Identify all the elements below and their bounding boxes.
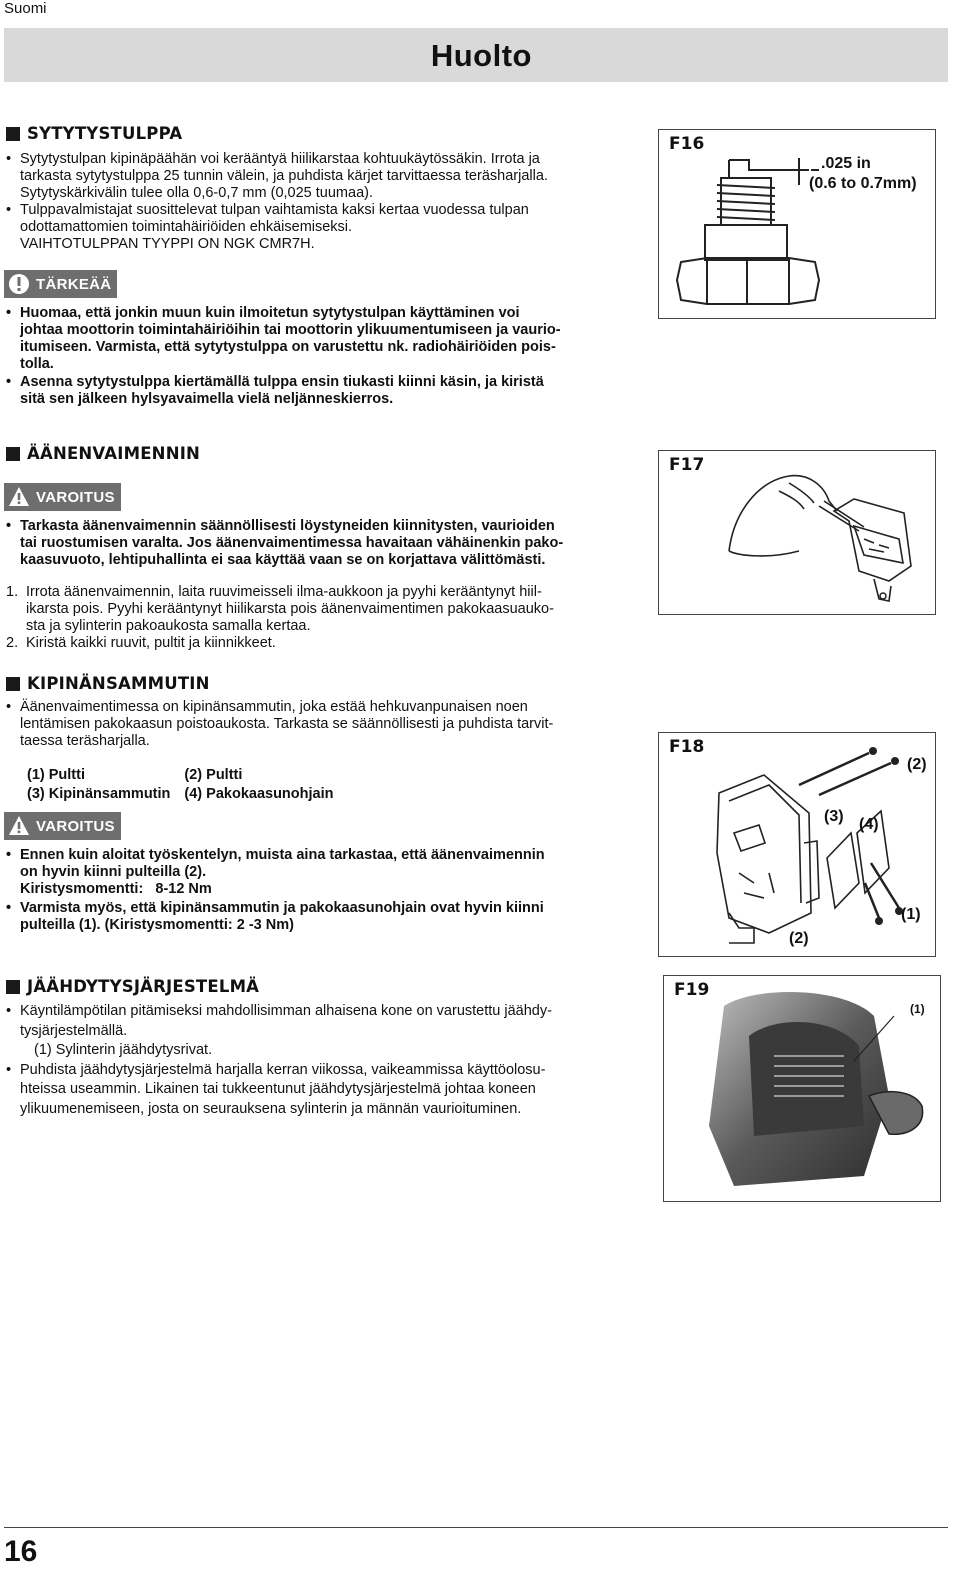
figure-f18: [658, 732, 936, 957]
page-title: Huolto: [430, 38, 532, 73]
exclamation-circle-icon: [8, 273, 30, 295]
warning-triangle-icon: [8, 486, 30, 508]
sub-item: (1) Sylinterin jäähdytysrivat.: [34, 1042, 213, 1058]
muffler-warning-text: [6, 518, 606, 569]
list-item: • Puhdista jäähdytysjärjestelmä harjalla kerran viikossa, vaikeammissa käyttöolosu- hteissa useammin. Likainen tai tukkeentunut jäähdytysjärjestelmä johtaa koneen ylikuumenemiseen, josta on seurauksena sylinterin ja männän vaurioituminen.: [6, 1061, 606, 1120]
section-heading-muffler: [6, 445, 200, 462]
muffler-steps: [6, 584, 606, 652]
warning-badge: [4, 483, 121, 511]
torque-line: Kiristysmomentti: 8-12 Nm: [20, 881, 212, 897]
warning-triangle-icon: [8, 815, 30, 837]
list-item: • Asenna sytytystulppa kiertämällä tulppa ensin tiukasti kiinni käsin, ja kiristä sitä sen jälkeen hylsyavaimella vielä neljänneskierros.: [6, 374, 606, 408]
heading-text: ÄÄNENVAIMENNIN: [27, 444, 201, 463]
cooling-system-photo: [664, 976, 942, 1203]
section-heading-spark-plug: [6, 125, 182, 142]
list-item: • Tulppavalmistajat suosittelevat tulpan vaihtamista kaksi kertaa vuodessa tulpan odottamattomien toimintahäiriöiden ehkäisemiseksi. VAIHTOTULPPAN TYYPPI ON NGK CMR7H.: [6, 202, 606, 253]
callout-3: (3): [824, 808, 844, 825]
title-bar: [4, 28, 948, 82]
figure-label: F19: [674, 980, 710, 1000]
figure-f19: [663, 975, 941, 1202]
figure-f17: [658, 450, 936, 615]
section-square-icon: [6, 677, 20, 691]
section-square-icon: [6, 127, 20, 141]
section-heading-cooling: [6, 978, 259, 995]
figure-label: F18: [669, 737, 705, 757]
parts-legend: [25, 765, 347, 805]
footer-divider: [4, 1527, 948, 1528]
list-item: • Käyntilämpötilan pitämiseksi mahdollisimman alhaisena kone on varustettu jäähdy- tysjärjestelmällä.: [6, 1002, 606, 1041]
notice-badge: [4, 270, 117, 298]
figure-f16: [658, 129, 936, 319]
callout-4: (4): [859, 816, 879, 833]
warning-label: VAROITUS: [36, 488, 115, 506]
muffler-exploded-illustration: [659, 733, 937, 958]
cooling-text: [6, 1002, 606, 1119]
heading-text: SYTYTYSTULPPA: [27, 124, 183, 143]
section-heading-spark-arrestor: [6, 675, 210, 692]
warning-label: VAROITUS: [36, 817, 115, 835]
gap-mm-label: (0.6 to 0.7mm): [809, 175, 917, 192]
figure-label: F17: [669, 455, 705, 475]
spark-plug-text: [6, 151, 606, 253]
callout-1: (1): [910, 1002, 925, 1016]
list-item: 2. Kiristä kaikki ruuvit, pultit ja kiinnikkeet.: [6, 635, 276, 651]
list-item: • Äänenvaimentimessa on kipinänsammutin, joka estää hehkuvanpunaisen noen lentämisen pakokaasun poistoaukosta. Tarkasta se säännöllisesti ja puhdista tarvit- taessa teräsharjalla.: [6, 699, 606, 750]
heading-text: JÄÄHDYTYSJÄRJESTELMÄ: [27, 977, 260, 996]
callout-1: (1): [901, 906, 921, 923]
list-item: 1. Irrota äänenvaimennin, laita ruuvimeisseli ilma-aukkoon ja pyyhi kerääntynyt hiil- ikarsta pois. Pyyhi kerääntynyt hiilikarsta pois äänenvaimentimen pakokaasuauko- sta ja sylinterin pakoaukosta samalla kertaa.: [6, 584, 554, 634]
figure-label: F16: [669, 134, 705, 154]
warning-badge: [4, 812, 121, 840]
spark-arrestor-text: [6, 699, 606, 750]
notice-text: [6, 305, 606, 408]
muffler-cleaning-illustration: [659, 451, 937, 616]
heading-text: KIPINÄNSAMMUTIN: [27, 674, 210, 693]
gap-in-label: .025 in: [821, 155, 871, 172]
notice-label: TÄRKEÄÄ: [36, 275, 112, 293]
section-square-icon: [6, 447, 20, 461]
table-row: (1) Pultti (2) Pultti: [27, 767, 243, 783]
callout-2-bottom: (2): [789, 930, 809, 947]
table-row: (3) Kipinänsammutin (4) Pakokaasunohjain: [27, 786, 334, 802]
page-number: 16: [4, 1535, 38, 1568]
list-item: • Sytytystulpan kipinäpäähän voi kerääntyä hiilikarstaa kohtuukäytössäkin. Irrota ja tarkasta sytytystulppa 25 tunnin välein, ja puhdista kärjet tarvittaessa teräsharjalla. Sytytyskärkivälin tulee olla 0,6-0,7 mm (0,025 tuumaa).: [6, 151, 606, 202]
list-item: • Varmista myös, että kipinänsammutin ja pakokaasunohjain ovat hyvin kiinni pulteilla (1). (Kiristysmomentti: 2 -3 Nm): [6, 900, 606, 934]
callout-2-top: (2): [907, 756, 927, 773]
spark-arrestor-warning-text: [6, 847, 606, 934]
list-item: • Ennen kuin aloitat työskentelyn, muista aina tarkastaa, että äänenvaimennin on hyvin kiinni pulteilla (2). Kiristysmomentti: 8-12 Nm: [6, 847, 606, 898]
section-square-icon: [6, 980, 20, 994]
list-item: • Huomaa, että jonkin muun kuin ilmoitetun sytytystulpan käyttäminen voi johtaa moottorin toimintahäiriöihin tai moottorin ylikuumentumiseen ja vaurio- itumiseen. Varmista, että sytytystulppa on varustettu nk. radiohäiriöiden pois- tolla.: [6, 305, 606, 373]
language-label: Suomi: [4, 0, 47, 17]
spark-plug-illustration: [659, 130, 937, 320]
list-item: • Tarkasta äänenvaimennin säännöllisesti löystyneiden kiinnitysten, vaurioiden tai ruostumisen varalta. Jos äänenvaimentimessa havaitaan vähäinenkin pako- kaasuvuoto, lehtipuhallinta ei saa käyttää vaan se on korjattava välittömästi.: [6, 518, 606, 569]
